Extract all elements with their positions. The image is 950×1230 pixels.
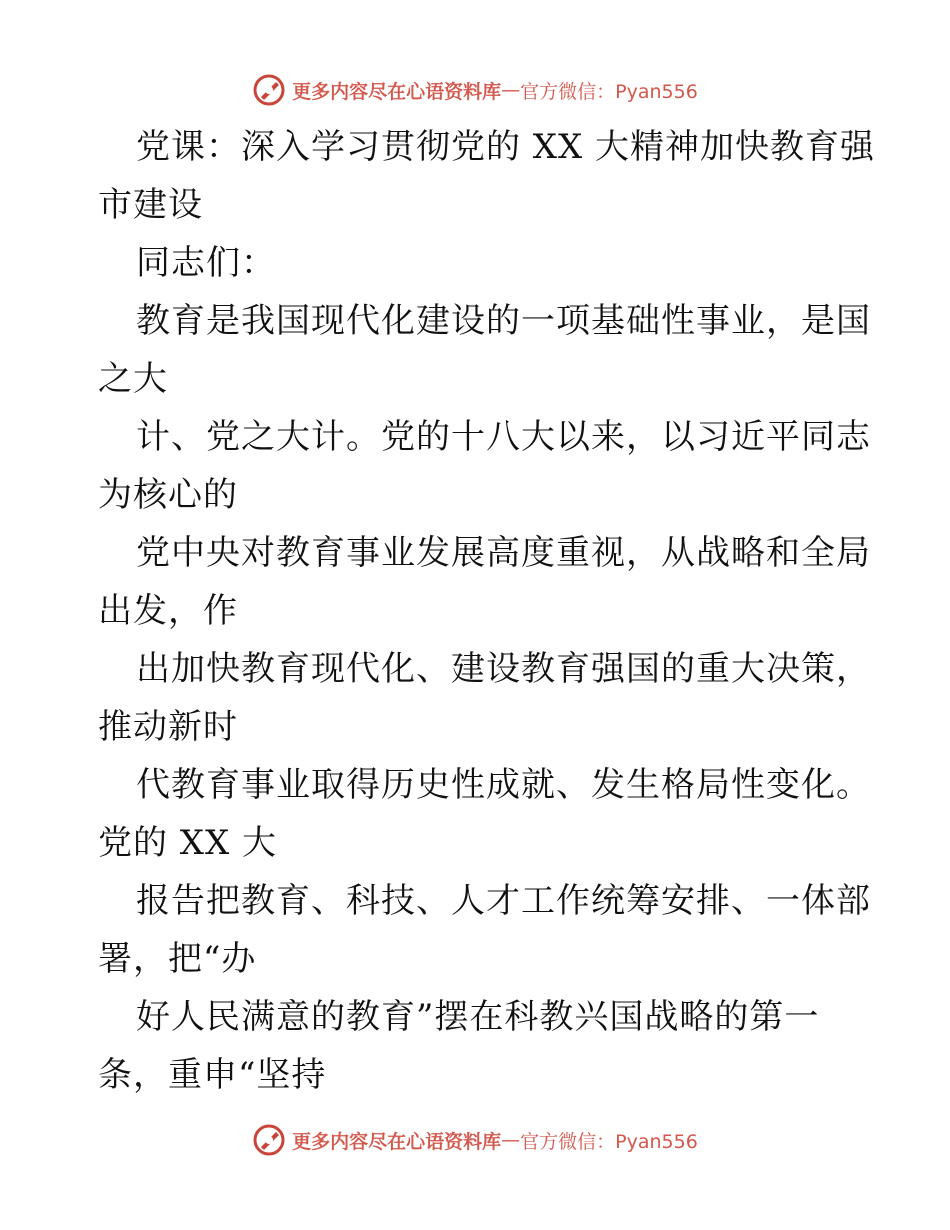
doc-line: 党课：深入学习贯彻党的 XX 大精神加快教育强 — [136, 127, 876, 167]
banner-separator: — — [501, 1129, 521, 1151]
brand-logo-icon — [252, 73, 286, 107]
document-body — [98, 118, 898, 1104]
doc-line: 报告把教育、科技、人才工作统筹安排、一体部 — [136, 881, 871, 921]
doc-line: 署，把“办 — [98, 939, 257, 979]
doc-line: 之大 — [98, 359, 168, 399]
banner-brand-text: 更多内容尽在心语资料库 — [292, 1130, 502, 1153]
doc-line: 党中央对教育事业发展高度重视，从战略和全局 — [136, 533, 871, 573]
doc-line: 计、党之大计。党的十八大以来，以习近平同志 — [136, 417, 871, 457]
doc-line: 条，重申“坚持 — [98, 1055, 327, 1095]
doc-line: 党的 XX 大 — [98, 823, 278, 863]
doc-line: 推动新时 — [98, 707, 238, 747]
banner-wechat-text: 官方微信：Pyan556 — [520, 80, 698, 103]
doc-line: 同志们： — [136, 243, 276, 283]
brand-logo-icon — [252, 1123, 286, 1157]
header-banner — [0, 70, 950, 110]
doc-line: 出加快教育现代化、建设教育强国的重大决策， — [136, 649, 871, 689]
doc-line: 教育是我国现代化建设的一项基础性事业，是国 — [136, 301, 871, 341]
footer-banner — [0, 1120, 950, 1160]
doc-line: 好人民满意的教育”摆在科教兴国战略的第一 — [136, 997, 820, 1037]
banner-separator: — — [501, 79, 521, 101]
doc-line: 出发，作 — [98, 591, 238, 631]
banner-wechat-text: 官方微信：Pyan556 — [520, 1130, 698, 1153]
banner-brand-text: 更多内容尽在心语资料库 — [292, 80, 502, 103]
doc-line: 市建设 — [98, 185, 203, 225]
doc-line: 为核心的 — [98, 475, 238, 515]
doc-line: 代教育事业取得历史性成就、发生格局性变化。 — [136, 765, 871, 805]
